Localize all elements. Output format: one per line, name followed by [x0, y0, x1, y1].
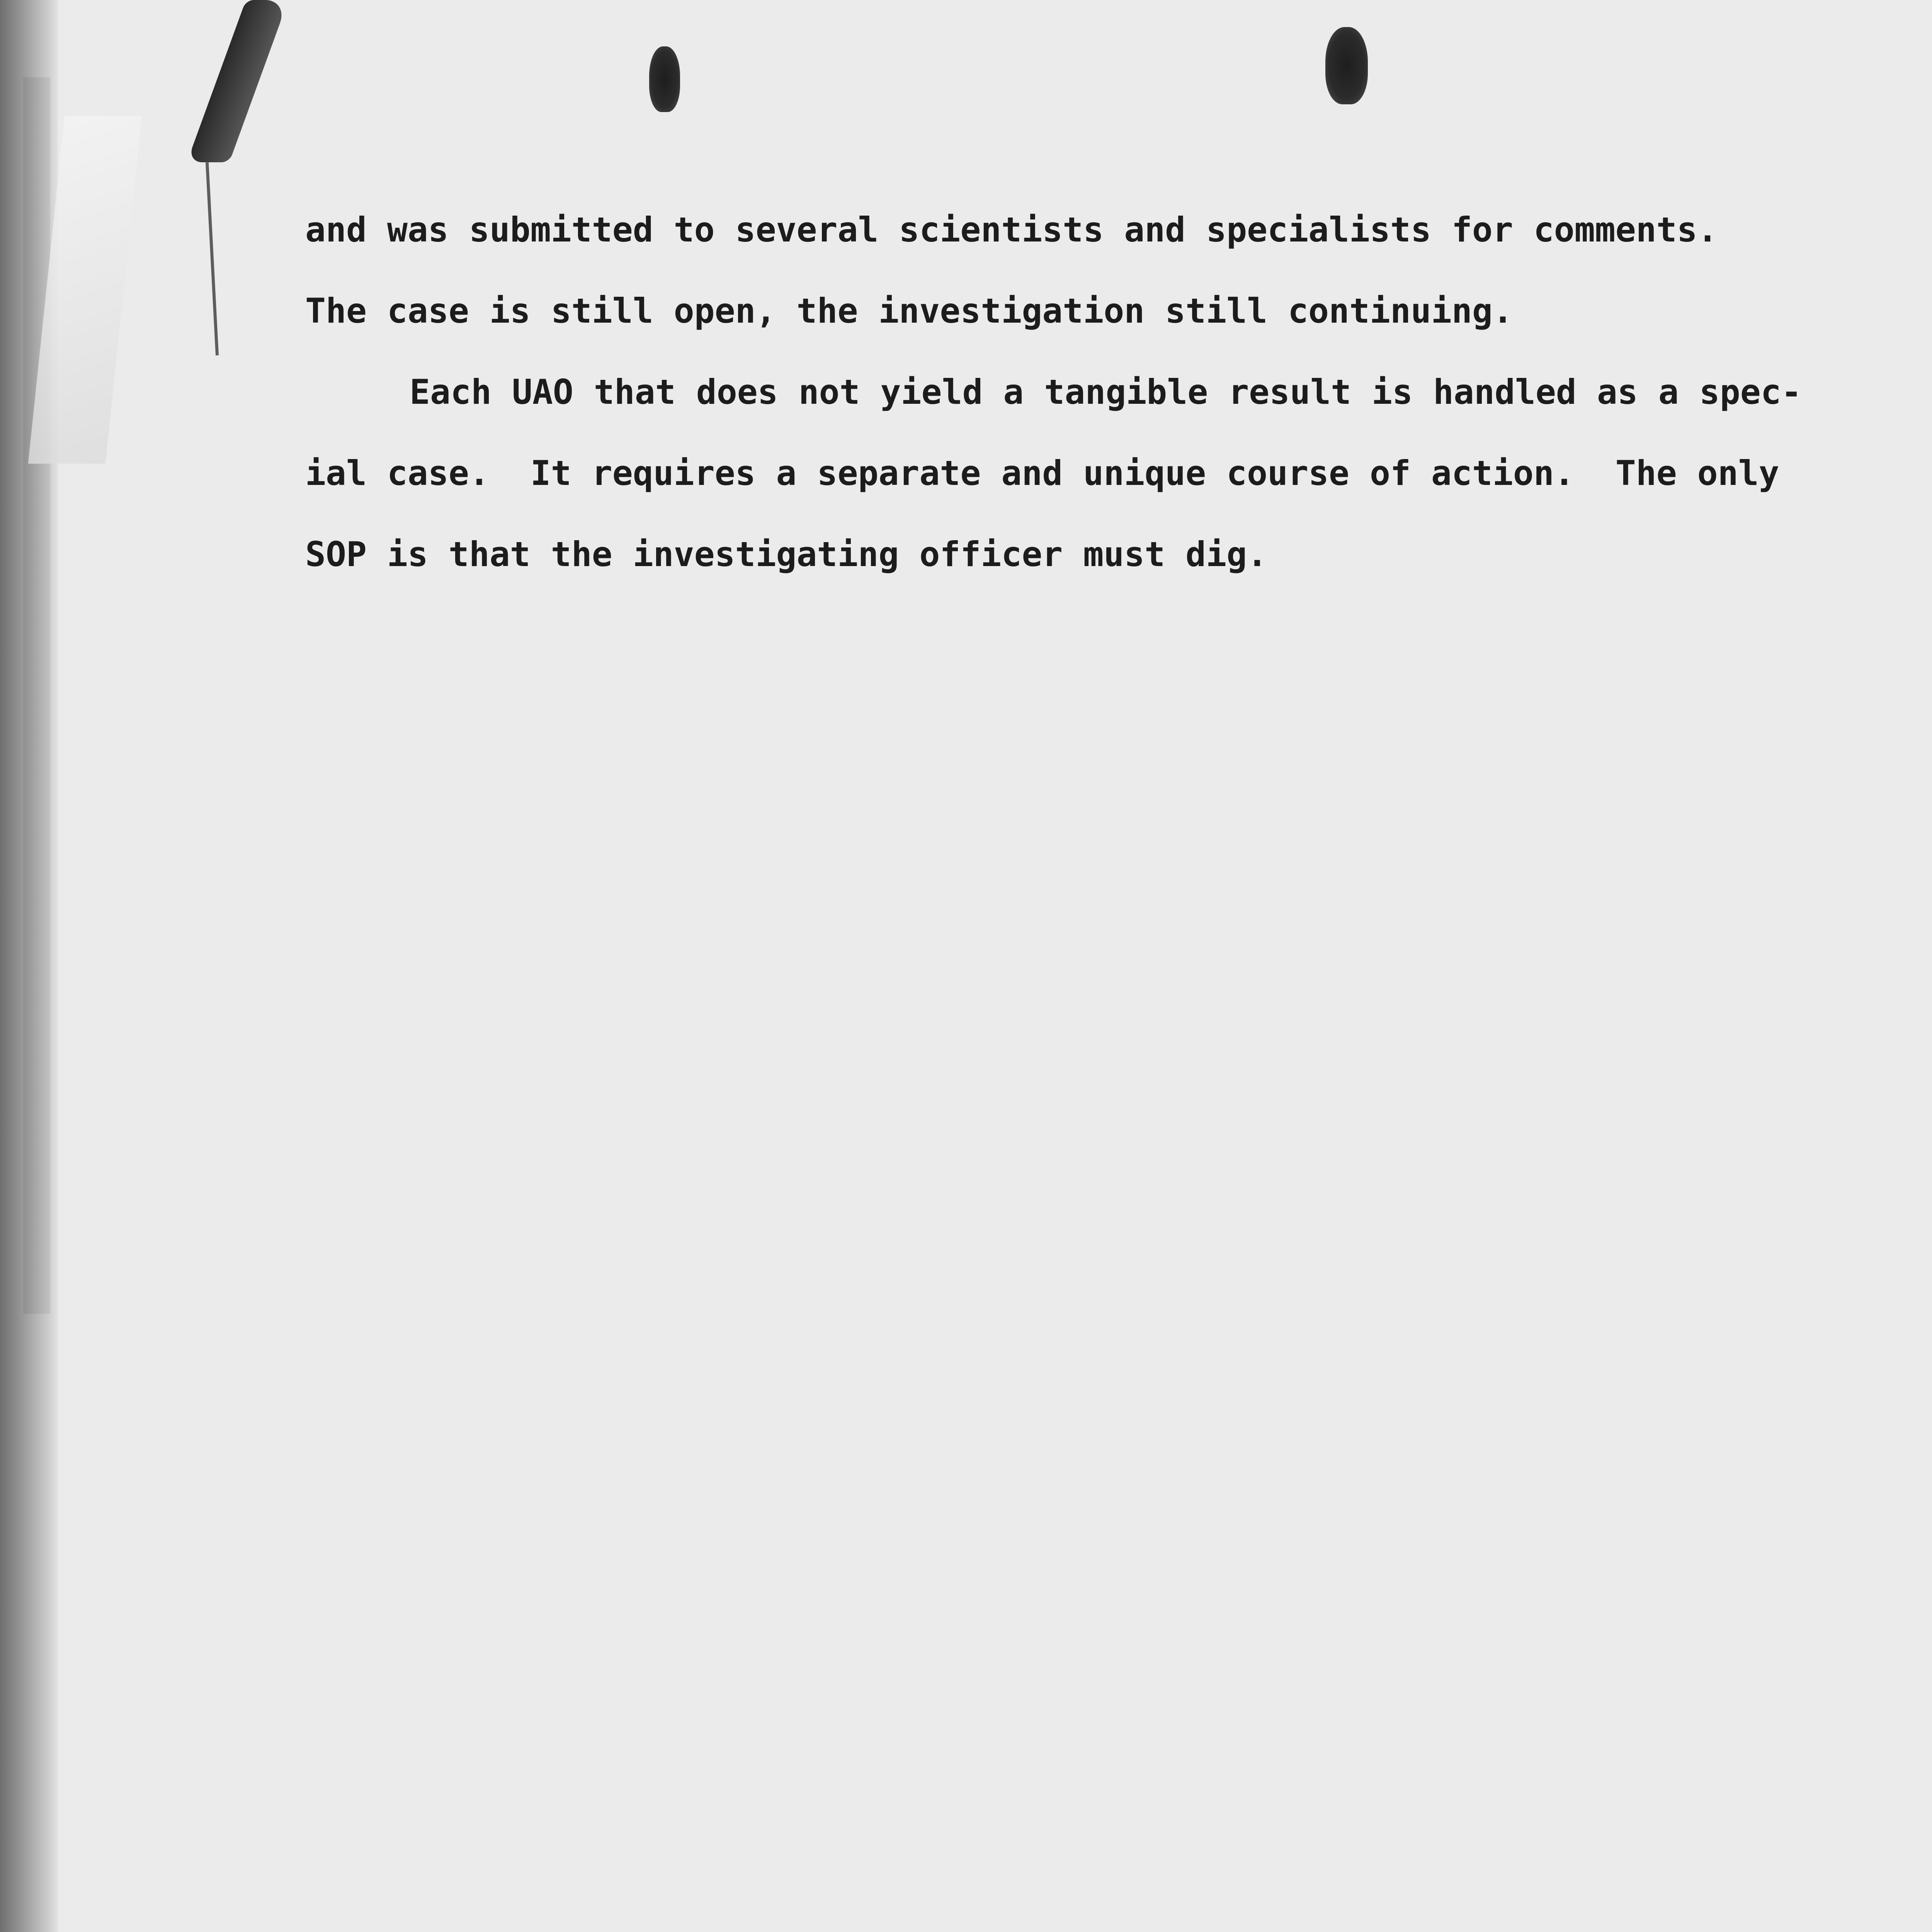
text-line: and was submitted to several scientists and specialists for comments. [305, 210, 1718, 250]
text-line: Each UAO that does not yield a tangible result is handled as a spec- [410, 372, 1802, 412]
punch-hole-left [649, 46, 680, 112]
page-binding-shadow [23, 77, 50, 1314]
text-line: The case is still open, the investigation still continuing. [305, 291, 1513, 331]
punch-hole-right [1325, 27, 1368, 104]
paper-tear-mark [187, 0, 289, 162]
text-line: ial case. It requires a separate and unique course of action. The only [305, 453, 1779, 493]
paper-tear-line [206, 162, 219, 355]
text-line: SOP is that the investigating officer must dig. [305, 534, 1268, 574]
